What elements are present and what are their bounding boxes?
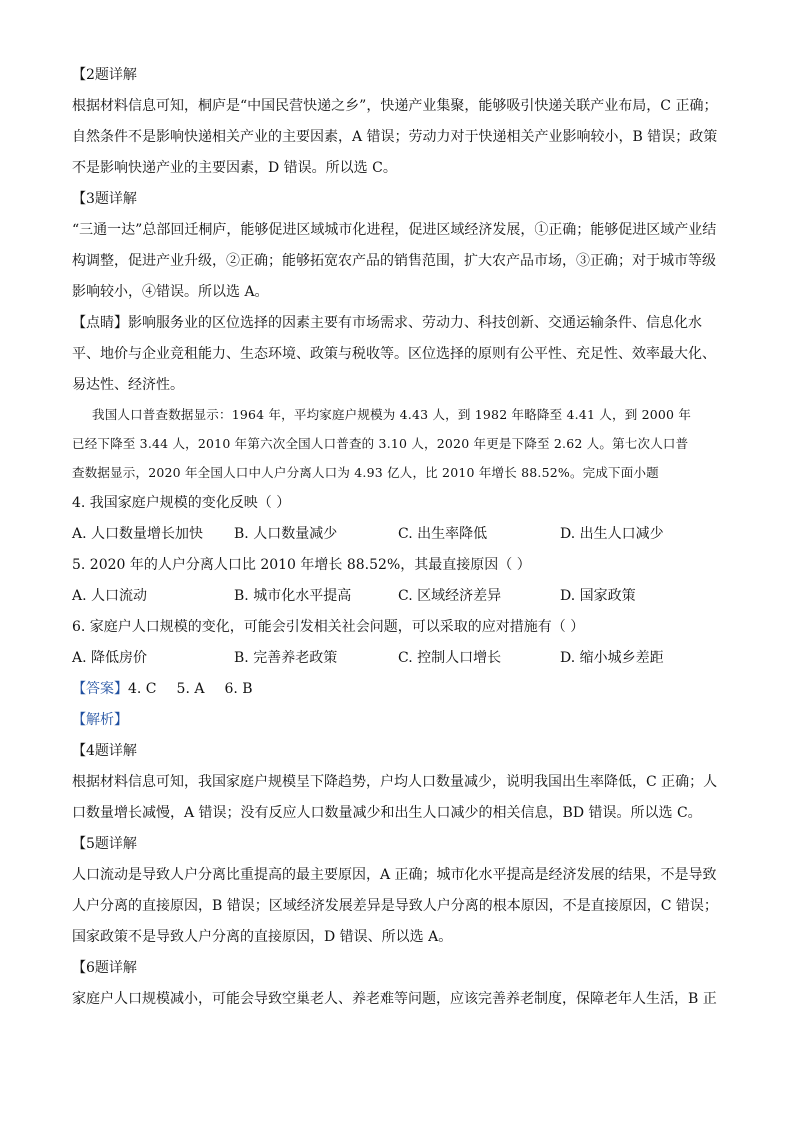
question-4-options — [72, 521, 722, 547]
option-b: B. 城市化水平提高 — [234, 588, 352, 604]
q4-detail-header: 【4题详解 — [72, 743, 137, 759]
option-d: D. 缩小城乡差距 — [560, 650, 664, 666]
option-b: B. 人口数量减少 — [234, 526, 338, 542]
q6-detail-header: 【6题详解 — [72, 960, 137, 976]
q5-detail-line-3: 国家政策不是导致人户分离的直接原因，D 错误、所以选 A。 — [72, 929, 453, 945]
option-c: C. 控制人口增长 — [398, 650, 502, 666]
q2-detail-header: 【2题详解 — [72, 67, 137, 83]
question-6-options — [72, 645, 722, 671]
question-6-stem: 6. 家庭户人口规模的变化，可能会引发相关社会问题，可以采取的应对措施有（ ） — [72, 619, 585, 635]
answer-value-5: 5. A — [176, 681, 205, 697]
q5-detail-line-2: 人户分离的直接原因，B 错误；区域经济发展差异是导致人户分离的根本原因，不是直接原因，C 错误； — [72, 898, 718, 914]
q3-detail-line-1: “三通一达”总部回迁桐庐，能够促进区域城市化进程，促进区域经济发展，①正确；能够促进区域产业结 — [72, 222, 717, 238]
material-line-2: 已经下降至 3.44 人，2010 年第六次全国人口普查的 3.10 人，2020 年更是下降至 2.62 人。第七次人口普 — [72, 436, 689, 451]
material-line-1: 我国人口普查数据显示：1964 年，平均家庭户规模为 4.43 人，到 1982 年略降至 4.41 人，到 2000 年 — [92, 407, 692, 422]
dianjing-line-1: 【点睛】影响服务业的区位选择的因素主要有市场需求、劳动力、科技创新、交通运输条件、信息化水 — [72, 315, 702, 331]
answer-value-6: 6. B — [224, 681, 253, 697]
option-a: A. 降低房价 — [72, 650, 148, 666]
q4-detail-line-2: 口数量增长减慢，A 错误；没有反应人口数量减少和出生人口减少的相关信息，BD 错误。所以选 C。 — [72, 805, 702, 821]
q2-detail-line-3: 不是影响快递产业的主要因素，D 错误。所以选 C。 — [72, 160, 397, 176]
q2-detail-line-2: 自然条件不是影响快递相关产业的主要因素，A 错误；劳动力对于快递相关产业影响较小，B 错误；政策 — [72, 129, 718, 145]
option-d: D. 出生人口减少 — [560, 526, 664, 542]
answer-value-4: 4. C — [128, 681, 157, 697]
analysis-label: 【解析】 — [72, 712, 128, 728]
option-a: A. 人口流动 — [72, 588, 148, 604]
q3-detail-line-2: 构调整，促进产业升级，②正确；能够拓宽农产品的销售范围，扩大农产品市场，③正确；对于城市等级 — [72, 253, 716, 269]
option-b: B. 完善养老政策 — [234, 650, 338, 666]
answer-line — [72, 676, 722, 702]
option-d: D. 国家政策 — [560, 588, 636, 604]
q3-detail-line-3: 影响较小，④错误。所以选 A。 — [72, 284, 269, 300]
material-line-3: 查数据显示，2020 年全国人口中人户分离人口为 4.93 亿人，比 2010 年增长 88.52%。完成下面小题 — [72, 465, 659, 480]
question-5-stem: 5. 2020 年的人户分离人口比 2010 年增长 88.52%，其最直接原因（ ） — [72, 557, 531, 573]
q5-detail-header: 【5题详解 — [72, 836, 137, 852]
dianjing-line-2: 平、地价与企业竞租能力、生态环境、政策与税收等。区位选择的原则有公平性、充足性、效率最大化、 — [72, 346, 716, 362]
dianjing-line-3: 易达性、经济性。 — [72, 377, 184, 393]
question-4-stem: 4. 我国家庭户规模的变化反映（ ） — [72, 495, 291, 511]
option-a: A. 人口数量增长加快 — [72, 526, 204, 542]
q6-detail-line-1: 家庭户人口规模减小，可能会导致空巢老人、养老难等问题，应该完善养老制度，保障老年人生活，B 正 — [72, 991, 717, 1007]
option-c: C. 出生率降低 — [398, 526, 488, 542]
answer-label: 【答案】 — [72, 681, 128, 697]
q3-detail-header: 【3题详解 — [72, 191, 137, 207]
q5-detail-line-1: 人口流动是导致人户分离比重提高的最主要原因，A 正确；城市化水平提高是经济发展的结果，不是导致 — [72, 867, 717, 883]
document-page — [72, 62, 722, 1017]
question-5-options — [72, 583, 722, 609]
q4-detail-line-1: 根据材料信息可知，我国家庭户规模呈下降趋势，户均人口数量减少，说明我国出生率降低，C 正确；人 — [72, 774, 718, 790]
option-c: C. 区域经济差异 — [398, 588, 502, 604]
q2-detail-line-1: 根据材料信息可知，桐庐是“中国民营快递之乡”，快递产业集聚，能够吸引快递关联产业布局，C 正确； — [72, 98, 718, 114]
